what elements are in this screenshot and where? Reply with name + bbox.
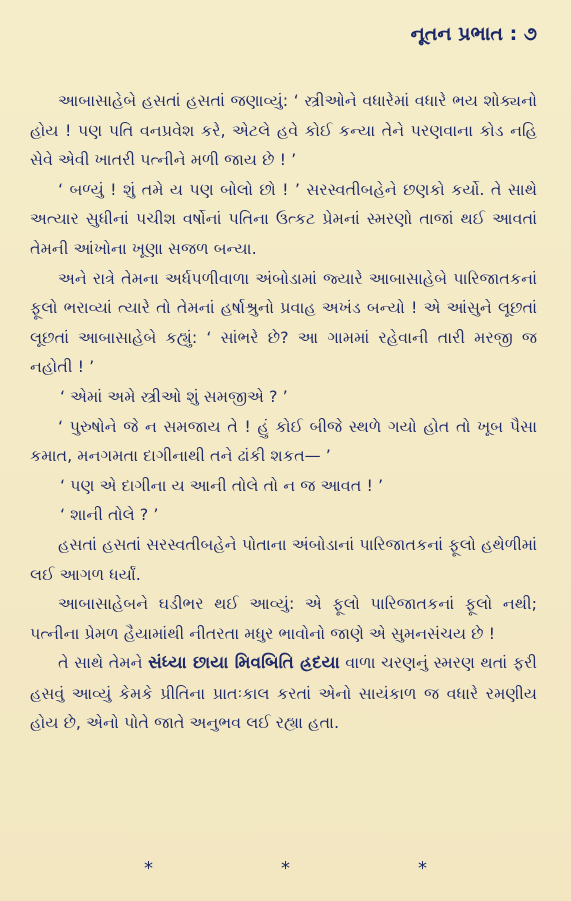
paragraph-4-quote: ‘ એમાં અમે સ્ત્રીઓ શું સમજીએ ? ’ bbox=[60, 386, 288, 406]
divider-asterisk-2: * bbox=[281, 858, 290, 879]
paragraph-10-emphasis: સંધ્યા છાયા મિવબિતિ હ્રદયા bbox=[148, 653, 340, 674]
paragraph-8: હસતાં હસતાં સરસ્વતીબહેને પોતાના અંબોડાનાં પારિજાતકનાં ફૂલો હથેળીમાં લઈ આગળ ધર્યાં. bbox=[30, 534, 537, 584]
paragraph-6-quote: ‘ પણ એ દાગીના ય આની તોલે તો ન જ આવત ! ’ bbox=[60, 475, 384, 495]
paragraph-9: આબાસાહેબને ઘડીભર થઈ આવ્યું: એ ફૂલો પારિજાતકનાં ફૂલો નથી; પત્નીના પ્રેમળ હૈયામાંથી નીતરતા મધુર ભાવોનો જાણે એ સુમનસંચય છે ! bbox=[30, 594, 537, 643]
paragraph-3: અને રાત્રે તેમના અર્ધપળીવાળા અંબોડામાં જ્યારે આબાસાહેબે પારિજાતકનાં ફૂલો ભરાવ્યાં ત્યારે તો તેમનાં હર્ષાશ્રુનો પ્રવાહ અખંડ બન્યો ! એ આંસુને લૂછતાં લૂછતાં આબાસાહેબે કહ્યું: ‘ સાંભરે છે? આ ગામમાં રહેવાની તારી મરજી જ નહોતી ! ’ bbox=[30, 268, 537, 377]
paragraph-5: ‘ પુરુષોને જે ન સમજાય તે ! હું કોઈ બીજે સ્થળે ગયો હોત તો ખૂબ પૈસા કમાત, મનગમતા દાગીનાથી તને ઢાંકી શકત— ’ bbox=[30, 416, 537, 466]
paragraph-10 bbox=[30, 648, 537, 738]
paragraph-2: ‘ બળ્યું ! શું તમે ય પણ બોલો છો ! ’ સરસ્વતીબહેને છણકો કર્યો. તે સાથે અત્યાર સુધીનાં પચીશ વર્ષોનાં પતિના ઉત્કટ પ્રેમનાં સ્મરણો તાજાં થઈ આવતાં તેમની આંખોના ખૂણા સજળ બન્યા. bbox=[30, 179, 537, 258]
divider-asterisk-3: * bbox=[418, 858, 427, 879]
running-header: નૂતન પ્રભાત : ૭ bbox=[410, 23, 537, 45]
paragraph-10-lead: તે સાથે તેમને bbox=[58, 653, 149, 673]
divider-asterisk-1: * bbox=[144, 858, 153, 879]
body-text bbox=[30, 86, 537, 738]
paragraph-1: આબાસાહેબે હસતાં હસતાં જણાવ્યું: ‘ સ્ત્રીઓને વધારેમાં વધારે ભય શોક્યનો હોય ! પણ પતિ વનપ્રવેશ કરે, એટલે હવે કોઈ કન્યા તેને પરણવાના કોડ નહિ સેવે એવી ખાતરી પત્નીને મળી જાય છે ! ’ bbox=[30, 91, 537, 170]
paragraph-10-rest: વાળા ચરણનું સ્મરણ થતાં ફરી હસવું આવ્યું કેમકે પ્રીતિના પ્રાતઃકાલ કરતાં એનો સાયંકાળ જ વધારે રમણીય હોય છે, એનો પોતે જાતે અનુભવ લઈ રહ્યા હતા. bbox=[30, 653, 537, 733]
section-divider bbox=[0, 858, 571, 879]
paragraph-7-quote: ‘ શાની તોલે ? ’ bbox=[60, 505, 159, 525]
